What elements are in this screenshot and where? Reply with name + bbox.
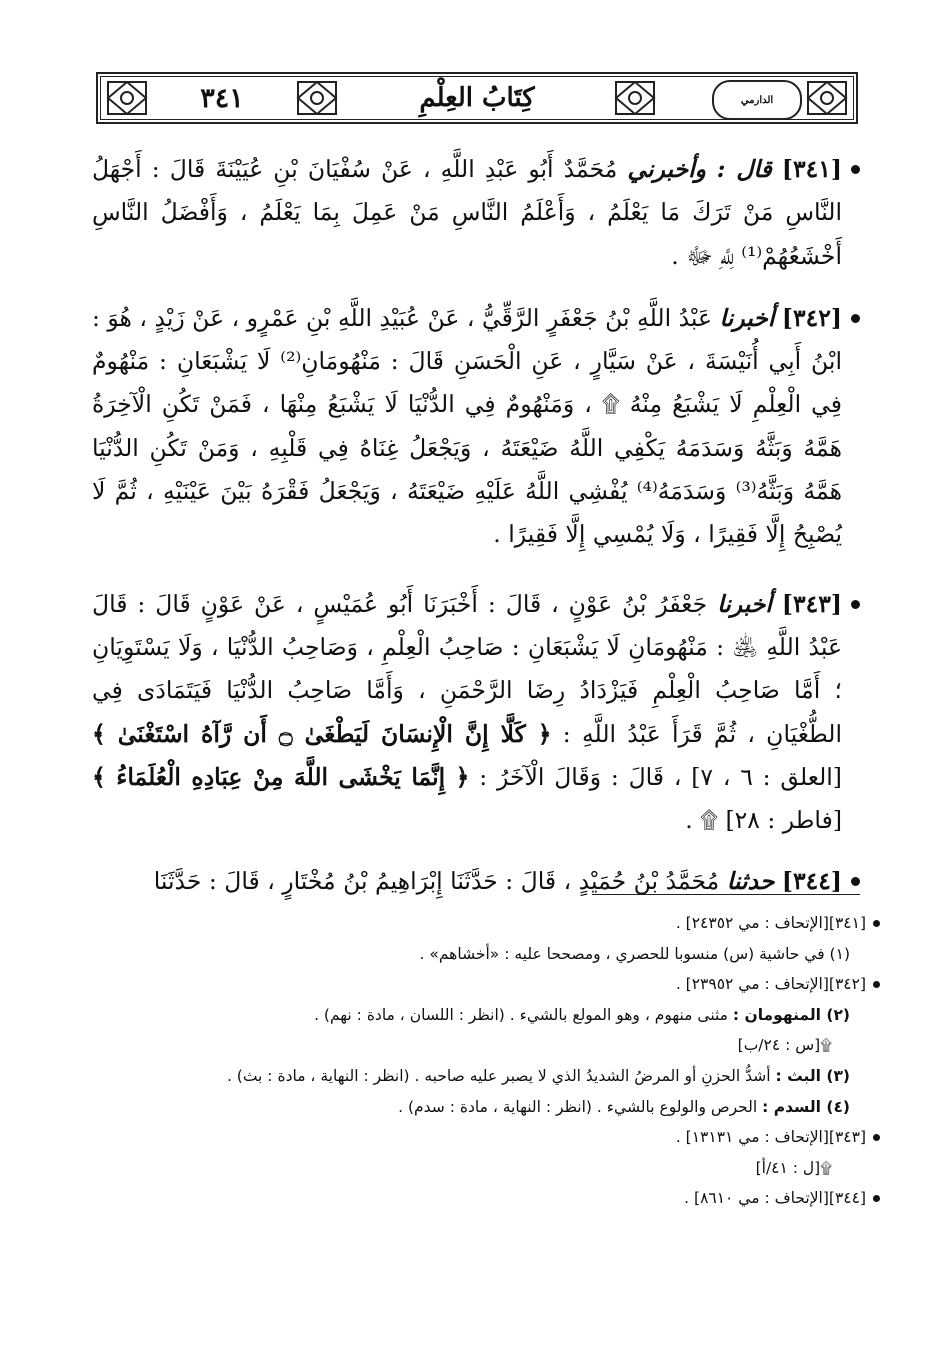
bullet-icon (851, 314, 860, 323)
bullet-icon (851, 165, 860, 174)
hadith-text: جَعْفَرُ بْنُ عَوْنٍ ، قَالَ : أَخْبَرَنَا أَبُو عُمَيْسٍ ، عَنْ عَوْنٍ قَالَ : قَالَ عَبْدُ اللَّهِ ﵁ : مَنْهُومَانِ لَا يَشْبَعَانِ : صَاحِبُ الْعِلْمِ ، وَصَاحِبُ الدُّنْيَا ، وَلَا يَسْتَوِيَانِ ؛ أَمَّا صَاحِبُ الْعِلْمِ فَيَزْدَادُ رِضَا الرَّحْمَنِ ، وَأَمَّا صَاحِبُ الدُّنْيَا فَيَتَمَادَى فِي الطُّغْيَانِ ، ثُمَّ قَرَأَ عَبْدُ اللَّهِ : (92, 589, 842, 748)
hadith-lead: حدثنا (726, 867, 775, 896)
quran-reference: [فاطر : ٢٨] ۩ . (685, 806, 842, 835)
footnote-text: [٣٤١][الإتحاف : مي ٢٤٣٥٢] . (675, 914, 866, 932)
footnote (92, 1061, 880, 1092)
hadith-lead: قال : وأخبرني (627, 155, 772, 183)
footnote-text: الحرص والولوع بالشيء . (انظر : النهاية ، مادة : سدم) . (398, 1097, 763, 1116)
page-number: ٣٤١ (200, 82, 244, 114)
footnote-text: [٣٤٢][الإتحاف : مي ٢٣٩٥٢] . (675, 975, 866, 994)
hadith-text: ، قَالَ : وَقَالَ الْآخَرُ : (479, 762, 682, 791)
hadith-text: مُحَمَّدُ بْنُ حُمَيْدٍ ، قَالَ : حَدَّثَنَا إِبْرَاهِيمُ بْنُ مُخْتَارٍ ، قَالَ : حَدَّثَنَا (153, 867, 720, 896)
footnote-label: (٣) البث : (775, 1066, 850, 1085)
ornament-icon (294, 78, 340, 118)
hadith-text: عَبْدُ اللَّهِ بْنُ جَعْفَرٍ الرَّقِّيُّ ، عَنْ عُبَيْدِ اللَّهِ بْنِ عَمْرٍو ، عَنْ زَيْدٍ ، هُوَ : ابْنُ أَبِي أُنَيْسَةَ ، عَنْ سَيَّارٍ ، عَنِ الْحَسَنِ قَالَ : مَنْهُومَانِ⁽²⁾ لَا يَشْبَعَانِ : مَنْهُومٌ فِي الْعِلْمِ لَا يَشْبَعُ مِنْهُ ۩ ، وَمَنْهُومٌ فِي الدُّنْيَا لَا يَشْبَعُ مِنْهَا ، فَمَنْ تَكُنِ الْآخِرَةُ هَمَّهُ وَبَثَّهُ وَسَدَمَهُ يَكْفِي اللَّهُ ضَيْعَتَهُ ، وَيَجْعَلُ غِنَاهُ فِي قَلْبِهِ ، وَمَنْ تَكُنِ الدُّنْيَا هَمَّهُ وَبَثَّهُ⁽³⁾ وَسَدَمَهُ⁽⁴⁾ يُفْشِي اللَّهُ عَلَيْهِ ضَيْعَتَهُ ، وَيَجْعَلُ فَقْرَهُ بَيْنَ عَيْنَيْهِ ، ثُمَّ لَا يُصْبِحُ إِلَّا فَقِيرًا ، وَلَا يُمْسِي إِلَّا فَقِيرًا . (92, 303, 842, 549)
bullet-icon (873, 1195, 880, 1202)
footnote-source (92, 969, 880, 1000)
quran-verse: ﴿ كَلَّا إِنَّ الْإِنسَانَ لَيَطْغَىٰ ۝ أَن رَّآهُ اسْتَغْنَىٰ ﴾ (92, 719, 552, 748)
ornament-icon (612, 78, 658, 118)
footnote-label: (٤) السدم : (762, 1097, 850, 1116)
ornament-icon (104, 78, 150, 118)
footnote-text: مثنى منهوم ، وهو المولع بالشيء . (انظر : اللسان ، مادة : نهم) . (314, 1005, 733, 1024)
footnote (92, 1000, 880, 1031)
quran-verse: ﴿ إِنَّمَا يَخْشَى اللَّهَ مِنْ عِبَادِهِ الْعُلَمَاءُ ﴾ (92, 762, 470, 791)
hadith-paragraph (92, 297, 860, 557)
hadith-paragraph (92, 583, 860, 843)
book-title: كِتَابُ العِلْمِ (419, 83, 535, 113)
bullet-icon (851, 600, 860, 609)
footnote-text: [٣٤٤][الإتحاف : مي ٨٦١٠] . (684, 1189, 866, 1208)
hadith-lead: أخبرنا (717, 589, 772, 618)
hadith-paragraph (92, 860, 860, 903)
hadith-number: [٣٤٢] (781, 303, 842, 332)
book-logo-badge: الدارمي (712, 80, 802, 120)
footnote (92, 939, 880, 970)
footnote-text: [٣٤٣][الإتحاف : مي ١٣١٣١] . (675, 1128, 866, 1147)
footnote-text: ۩[ل : ٤١/أ] (755, 1158, 832, 1177)
manuscript-marker (92, 1030, 880, 1061)
hadith-lead: أخبرنا (719, 303, 775, 332)
footnote-label: (٢) المنهومان : (732, 1005, 850, 1024)
hadith-paragraph (92, 148, 860, 278)
footnote-text: (١) في حاشية (س) منسوبا للحصري ، ومصححا عليه : «أخشاهم» . (419, 944, 850, 963)
bullet-icon (873, 981, 880, 988)
page-header (96, 72, 858, 124)
hadith-number: [٣٤١] (781, 155, 842, 183)
footnote-text: ۩[س : ٢٤/ب] (737, 1036, 832, 1055)
footnote-source (92, 1183, 880, 1214)
footnote-text: أشدُّ الحزنِ أو المرضُ الشديدُ الذي لا يصبر عليه صاحبه . (انظر : النهاية ، مادة : بث) . (226, 1066, 776, 1085)
hadith-text: مُحَمَّدٌ أَبُو عَبْدِ اللَّهِ ، عَنْ سُفْيَانَ بْنِ عُيَيْنَةَ قَالَ : أَجْهَلُ النَّاسِ مَنْ تَرَكَ مَا يَعْلَمُ ، وَأَعْلَمُ النَّاسِ مَنْ عَمِلَ بِمَا يَعْلَمُ ، وَأَفْضَلُ النَّاسِ أَخْشَعُهُمْ⁽¹⁾ لِلَّهِ ﷻ . (92, 155, 842, 270)
ornament-icon (804, 78, 850, 118)
hadith-number: [٣٤٣] (781, 589, 842, 618)
manuscript-marker (92, 1153, 880, 1184)
bullet-icon (851, 877, 860, 886)
quran-reference: [العلق : ٦ ، ٧] (691, 762, 842, 791)
footnote-separator (592, 894, 860, 895)
footnote-source (92, 908, 880, 939)
hadith-number: [٣٤٤] (781, 867, 842, 896)
bullet-icon (873, 920, 880, 927)
bullet-icon (873, 1134, 880, 1141)
footnotes (92, 908, 880, 1214)
main-text (92, 148, 860, 904)
footnote (92, 1092, 880, 1123)
footnote-source (92, 1122, 880, 1153)
